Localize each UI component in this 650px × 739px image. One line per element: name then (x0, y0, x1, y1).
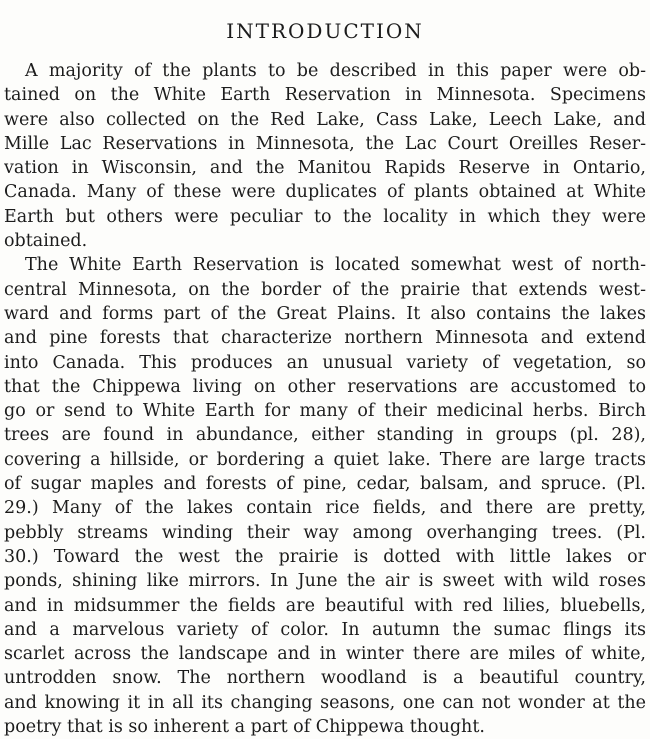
text-line: and a marvelous variety of color. In autumn the sumac flings its (4, 619, 646, 640)
text-line: 30.) Toward the west the prairie is dotted with little lakes or (4, 546, 646, 567)
text-line: vation in Wisconsin, and the Manitou Rapids Reserve in Ontario, (4, 158, 646, 179)
text-line: were also collected on the Red Lake, Cass Lake, Leech Lake, and (4, 109, 646, 130)
text-line: tained on the White Earth Reservation in Minnesota. Specimens (4, 85, 646, 106)
text-line: and knowing it in all its changing seasons, one can not wonder at the (4, 692, 646, 713)
text-line: pebbly streams winding their way among overhanging trees. (Pl. (4, 522, 646, 543)
text-line: of sugar maples and forests of pine, cedar, balsam, and spruce. (Pl. (4, 474, 646, 495)
text-line: scarlet across the landscape and in winter there are miles of white, (4, 644, 646, 665)
text-line: trees are found in abundance, either standing in groups (pl. 28), (4, 425, 646, 446)
text-line: go or send to White Earth for many of their medicinal herbs. Birch (4, 401, 646, 422)
text-line: and in midsummer the fields are beautiful with red lilies, bluebells, (4, 595, 646, 616)
text-line: covering a hillside, or bordering a quiet lake. There are large tracts (4, 449, 646, 470)
paragraphs (4, 59, 646, 739)
text-line: that the Chippewa living on other reservations are accustomed to (4, 376, 646, 397)
text-line: 29.) Many of the lakes contain rice fields, and there are pretty, (4, 498, 646, 519)
text-line: untrodden snow. The northern woodland is a beautiful country, (4, 668, 646, 689)
text-line: ward and forms part of the Great Plains. It also contains the lakes (4, 303, 646, 324)
paragraph (4, 253, 646, 739)
text-line: The White Earth Reservation is located somewhat west of north- (25, 255, 646, 276)
text-line: A majority of the plants to be described in this paper were ob- (25, 61, 646, 81)
text-line: poetry that is so inherent a part of Chippewa thought. (4, 717, 485, 738)
text-line: central Minnesota, on the border of the prairie that extends west- (4, 279, 646, 300)
text-line: Earth but others were peculiar to the locality in which they were (4, 206, 646, 227)
text-line: ponds, shining like mirrors. In June the air is sweet with wild roses (4, 571, 646, 592)
text-line: Mille Lac Reservations in Minnesota, the Lac Court Oreilles Reser- (4, 133, 646, 154)
text-line: and pine forests that characterize northern Minnesota and extend (4, 328, 646, 349)
text-line: into Canada. This produces an unusual variety of vegetation, so (4, 352, 646, 373)
text-line: Canada. Many of these were duplicates of plants obtained at White (4, 182, 646, 203)
text-line: obtained. (4, 231, 88, 252)
paragraph (4, 59, 646, 253)
page-title: INTRODUCTION (226, 19, 424, 43)
